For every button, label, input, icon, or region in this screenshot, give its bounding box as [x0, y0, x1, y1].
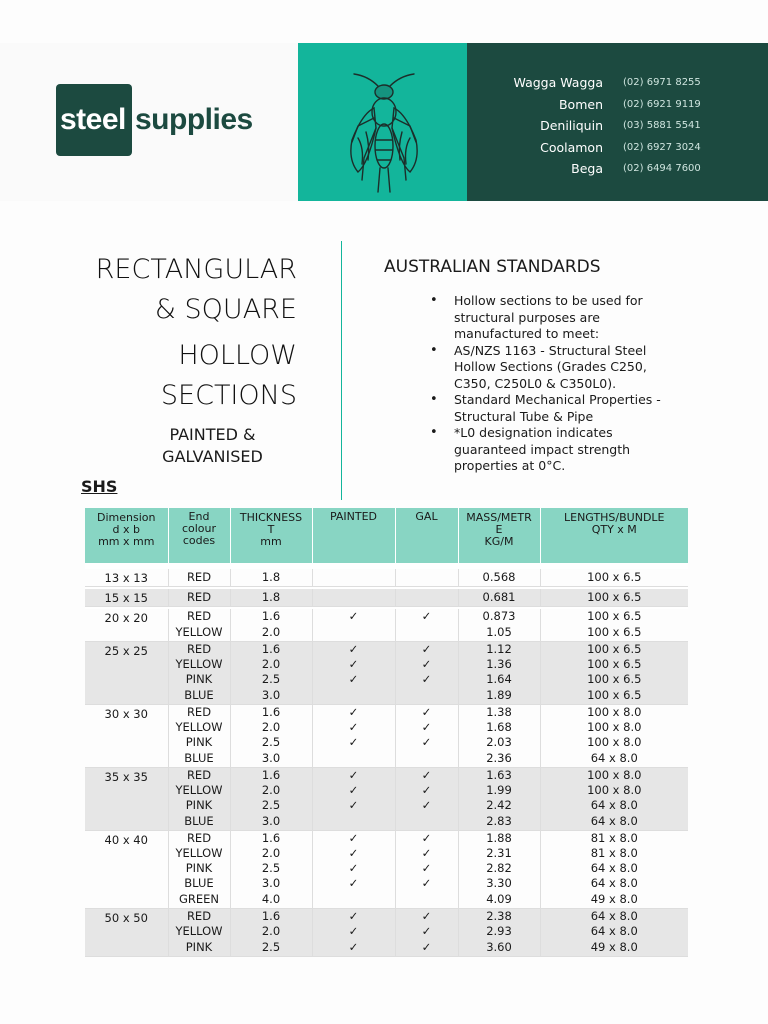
painted-value: ✓	[348, 705, 359, 719]
mass-per-metre-value: 2.38	[486, 909, 512, 923]
painted-value: ✓	[348, 768, 359, 782]
cell-mass-per-metre	[458, 705, 540, 768]
gal-value: ✓	[421, 642, 432, 656]
gal-value	[396, 589, 458, 606]
thickness-value: 1.6	[261, 909, 281, 923]
header-text: E	[495, 523, 503, 536]
cell-thickness	[230, 768, 312, 831]
lengths-bundle-value: 100 x 8.0	[587, 705, 642, 719]
gal-value: ✓	[421, 735, 432, 749]
standards-item: • Hollow sections to be used for structural purposes are manufactured to meet:	[430, 293, 680, 343]
standards-item: • *L0 designation indicates guaranteed impact strength properties at 0°C.	[430, 425, 680, 475]
painted-value	[313, 687, 395, 704]
thickness-value: 2.5	[261, 735, 281, 749]
title-line: RECTANGULAR	[95, 254, 297, 285]
painted-value: ✓	[348, 831, 359, 845]
cell-end-colour	[168, 609, 230, 642]
header-text: THICKNESS	[239, 511, 303, 524]
painted-value: ✓	[348, 924, 359, 938]
branch-name: Bega	[571, 161, 603, 177]
gal-value: ✓	[421, 924, 432, 938]
end-colour-value: PINK	[185, 735, 213, 749]
table-row	[85, 642, 688, 705]
end-colour-value: RED	[186, 909, 212, 923]
header-text: mm	[260, 535, 282, 548]
cell-dimension	[85, 589, 168, 607]
lengths-bundle-value: 64 x 8.0	[590, 876, 638, 890]
cell-lengths-bundle	[540, 642, 688, 705]
cell-lengths-bundle	[540, 609, 688, 642]
cell-lengths-bundle	[540, 705, 688, 768]
lengths-bundle-value: 64 x 8.0	[590, 814, 638, 828]
cell-painted	[312, 831, 395, 909]
dimension-text: 50 x 50	[104, 911, 148, 925]
painted-value: ✓	[348, 657, 359, 671]
cell-dimension	[85, 831, 168, 909]
gal-value	[396, 813, 458, 830]
painted-value: ✓	[348, 720, 359, 734]
end-colour-value: BLUE	[184, 688, 214, 702]
lengths-bundle-value: 100 x 6.5	[587, 590, 642, 604]
header-text: d x b	[112, 523, 140, 536]
gal-value: ✓	[421, 909, 432, 923]
table-row	[85, 768, 688, 831]
cell-end-colour	[168, 705, 230, 768]
painted-value: ✓	[348, 672, 359, 686]
title-line: & SQUARE	[154, 294, 297, 325]
branch-row	[467, 137, 701, 159]
cell-thickness	[230, 609, 312, 642]
end-colour-value: RED	[186, 768, 212, 782]
lengths-bundle-value: 64 x 8.0	[590, 798, 638, 812]
lengths-bundle-value: 100 x 8.0	[587, 720, 642, 734]
cell-gal	[395, 569, 458, 587]
mass-per-metre-value: 1.64	[486, 672, 512, 686]
cell-dimension	[85, 642, 168, 705]
logo-text-steel: steel	[60, 103, 126, 136]
end-colour-value: PINK	[185, 861, 213, 875]
end-colour-value: YELLOW	[175, 625, 223, 639]
branch-phone: (02) 6927 3024	[623, 141, 701, 153]
lengths-bundle-value: 100 x 6.5	[587, 672, 642, 686]
lengths-bundle-value: 81 x 8.0	[590, 831, 638, 845]
mass-per-metre-value: 2.83	[486, 814, 512, 828]
header-thickness	[230, 508, 312, 563]
table-row	[85, 831, 688, 909]
header-text: Dimension	[97, 511, 156, 524]
gal-value: ✓	[421, 831, 432, 845]
cell-dimension	[85, 705, 168, 768]
title-line: HOLLOW	[178, 340, 297, 371]
end-colour-value: RED	[186, 609, 212, 623]
end-colour-value: YELLOW	[175, 924, 223, 938]
logo-text-supplies: supplies	[135, 103, 253, 136]
painted-value	[313, 624, 395, 641]
cell-thickness	[230, 642, 312, 705]
cell-painted	[312, 705, 395, 768]
cell-gal	[395, 831, 458, 909]
dimension-text: 13 x 13	[104, 571, 148, 585]
cell-lengths-bundle	[540, 589, 688, 607]
lengths-bundle-value: 100 x 6.5	[587, 642, 642, 656]
cell-thickness	[230, 589, 312, 607]
title-line: SECTIONS	[160, 380, 297, 411]
lengths-bundle-value: 49 x 8.0	[590, 940, 638, 954]
cell-end-colour	[168, 768, 230, 831]
table-row	[85, 589, 688, 607]
mass-per-metre-value: 1.68	[486, 720, 512, 734]
lengths-bundle-value: 64 x 8.0	[590, 924, 638, 938]
gal-value	[396, 624, 458, 641]
lengths-bundle-value: 100 x 8.0	[587, 735, 642, 749]
painted-value: ✓	[348, 609, 359, 623]
thickness-value: 1.6	[261, 768, 281, 782]
end-colour-value: RED	[186, 705, 212, 719]
dimension-text: 25 x 25	[104, 644, 148, 658]
branch-name: Bomen	[558, 96, 603, 112]
vertical-divider	[341, 241, 342, 500]
branch-phone: (02) 6494 7600	[623, 163, 701, 175]
mass-per-metre-value: 2.36	[486, 751, 512, 765]
lengths-bundle-value: 100 x 8.0	[587, 783, 642, 797]
thickness-value: 2.0	[261, 924, 281, 938]
painted-value: ✓	[348, 846, 359, 860]
thickness-value: 4.0	[261, 892, 281, 906]
painted-value: ✓	[348, 798, 359, 812]
cell-mass-per-metre	[458, 589, 540, 607]
painted-value	[313, 891, 395, 908]
header-lengths	[540, 508, 688, 563]
branch-row	[467, 94, 701, 116]
branch-list	[467, 72, 701, 180]
cell-painted	[312, 609, 395, 642]
thickness-value: 2.0	[261, 625, 281, 639]
branch-phone: (03) 5881 5541	[623, 120, 701, 132]
mass-per-metre-value: 3.30	[486, 876, 512, 890]
lengths-bundle-value: 100 x 6.5	[587, 657, 642, 671]
page-subtitle	[150, 424, 275, 468]
cell-dimension	[85, 909, 168, 957]
cell-mass-per-metre	[458, 909, 540, 957]
thickness-value: 2.5	[261, 861, 281, 875]
end-colour-value: RED	[186, 590, 212, 604]
cell-lengths-bundle	[540, 909, 688, 957]
lengths-bundle-value: 100 x 6.5	[587, 625, 642, 639]
header-text: mm x mm	[98, 535, 155, 548]
end-colour-value: BLUE	[184, 814, 214, 828]
cell-gal	[395, 768, 458, 831]
subtitle-line: GALVANISED	[162, 447, 263, 466]
gal-value: ✓	[421, 783, 432, 797]
branch-row	[467, 115, 701, 137]
header-text: codes	[182, 534, 216, 547]
thickness-value: 2.0	[261, 783, 281, 797]
thickness-value: 1.6	[261, 705, 281, 719]
cell-dimension	[85, 609, 168, 642]
header-painted	[312, 508, 395, 563]
thickness-value: 2.0	[261, 846, 281, 860]
standards-item: • AS/NZS 1163 - Structural Steel Hollow Sections (Grades C250, C350, C250L0 & C350L0).	[430, 343, 680, 393]
branch-name: Deniliquin	[540, 118, 603, 134]
mass-per-metre-value: 2.31	[486, 846, 512, 860]
end-colour-value: PINK	[185, 672, 213, 686]
cell-lengths-bundle	[540, 768, 688, 831]
thickness-value: 1.6	[261, 831, 281, 845]
thickness-value: 1.8	[261, 570, 281, 584]
cell-mass-per-metre	[458, 768, 540, 831]
thickness-value: 3.0	[261, 688, 281, 702]
table-row	[85, 569, 688, 587]
header-text: T	[267, 523, 275, 536]
table-row	[85, 909, 688, 957]
branch-phone: (02) 6971 8255	[623, 77, 701, 89]
cell-mass-per-metre	[458, 569, 540, 587]
painted-value: ✓	[348, 940, 359, 954]
thickness-value: 2.5	[261, 798, 281, 812]
mass-per-metre-value: 0.681	[482, 590, 516, 604]
end-colour-value: YELLOW	[175, 846, 223, 860]
lengths-bundle-value: 64 x 8.0	[590, 861, 638, 875]
gal-value: ✓	[421, 672, 432, 686]
thickness-value: 1.8	[261, 590, 281, 604]
gal-value: ✓	[421, 798, 432, 812]
painted-value: ✓	[348, 909, 359, 923]
section-label-shs: SHS	[81, 477, 118, 496]
header-text: KG/M	[484, 535, 514, 548]
mass-per-metre-value: 0.568	[482, 570, 516, 584]
gal-value: ✓	[421, 876, 432, 890]
header-text: PAINTED	[329, 510, 378, 523]
cell-gal	[395, 705, 458, 768]
cell-gal	[395, 642, 458, 705]
gal-value: ✓	[421, 720, 432, 734]
dimension-text: 40 x 40	[104, 833, 148, 847]
page-title	[60, 250, 297, 416]
table-header-row	[85, 508, 688, 563]
thickness-value: 2.0	[261, 720, 281, 734]
table-row	[85, 609, 688, 642]
mass-per-metre-value: 2.03	[486, 735, 512, 749]
gal-value: ✓	[421, 609, 432, 623]
cell-dimension	[85, 569, 168, 587]
end-colour-value: BLUE	[184, 876, 214, 890]
branch-phone: (02) 6921 9119	[623, 98, 701, 110]
cell-gal	[395, 909, 458, 957]
thickness-value: 3.0	[261, 751, 281, 765]
branch-row	[467, 72, 701, 94]
branch-name: Wagga Wagga	[513, 75, 603, 91]
painted-value	[313, 813, 395, 830]
mass-per-metre-value: 0.873	[482, 609, 516, 623]
mass-per-metre-value: 1.12	[486, 642, 512, 656]
cell-lengths-bundle	[540, 569, 688, 587]
cell-lengths-bundle	[540, 831, 688, 909]
lengths-bundle-value: 49 x 8.0	[590, 892, 638, 906]
thickness-value: 1.6	[261, 642, 281, 656]
table-body	[85, 569, 688, 957]
cell-mass-per-metre	[458, 609, 540, 642]
standards-item: • Standard Mechanical Properties - Structural Tube & Pipe	[430, 392, 680, 425]
mass-per-metre-value: 1.05	[486, 625, 512, 639]
dimension-text: 20 x 20	[104, 611, 148, 625]
mass-per-metre-value: 1.99	[486, 783, 512, 797]
cell-mass-per-metre	[458, 831, 540, 909]
mass-per-metre-value: 3.60	[486, 940, 512, 954]
end-colour-value: PINK	[185, 940, 213, 954]
cell-painted	[312, 909, 395, 957]
painted-value	[313, 569, 395, 586]
header-dimension	[85, 508, 168, 563]
logo-box	[56, 84, 132, 156]
mass-per-metre-value: 1.38	[486, 705, 512, 719]
lengths-bundle-value: 64 x 8.0	[590, 909, 638, 923]
cell-painted	[312, 642, 395, 705]
end-colour-value: YELLOW	[175, 720, 223, 734]
thickness-value: 2.5	[261, 940, 281, 954]
cell-painted	[312, 768, 395, 831]
cell-end-colour	[168, 569, 230, 587]
cell-painted	[312, 589, 395, 607]
gal-value: ✓	[421, 846, 432, 860]
subtitle-line: PAINTED &	[169, 425, 256, 444]
header-mass	[458, 508, 540, 563]
gal-value	[396, 891, 458, 908]
painted-value: ✓	[348, 861, 359, 875]
end-colour-value: RED	[186, 642, 212, 656]
end-colour-value: GREEN	[178, 892, 220, 906]
mass-per-metre-value: 1.63	[486, 768, 512, 782]
lengths-bundle-value: 100 x 6.5	[587, 570, 642, 584]
gal-value: ✓	[421, 940, 432, 954]
thickness-value: 2.0	[261, 657, 281, 671]
gal-value: ✓	[421, 657, 432, 671]
header-text: LENGTHS/BUNDLE	[564, 511, 665, 524]
gal-value	[396, 750, 458, 767]
end-colour-value: RED	[186, 831, 212, 845]
lengths-bundle-value: 100 x 6.5	[587, 688, 642, 702]
table-row	[85, 705, 688, 768]
standards-list	[430, 293, 680, 475]
end-colour-value: PINK	[185, 798, 213, 812]
cell-painted	[312, 569, 395, 587]
shs-table	[85, 508, 688, 957]
header-text: MASS/METR	[466, 511, 532, 524]
gal-value: ✓	[421, 768, 432, 782]
mass-per-metre-value: 4.09	[486, 892, 512, 906]
header-end-colour	[168, 508, 230, 563]
branch-name: Coolamon	[540, 139, 603, 155]
cell-gal	[395, 609, 458, 642]
branch-row	[467, 158, 701, 180]
cell-end-colour	[168, 831, 230, 909]
cell-end-colour	[168, 589, 230, 607]
end-colour-value: YELLOW	[175, 657, 223, 671]
cell-thickness	[230, 705, 312, 768]
end-colour-value: RED	[186, 570, 212, 584]
mass-per-metre-value: 1.36	[486, 657, 512, 671]
gal-value: ✓	[421, 705, 432, 719]
cell-dimension	[85, 768, 168, 831]
header-gal	[395, 508, 458, 563]
mass-per-metre-value: 2.82	[486, 861, 512, 875]
cell-gal	[395, 589, 458, 607]
end-colour-value: BLUE	[184, 751, 214, 765]
painted-value	[313, 750, 395, 767]
lengths-bundle-value: 81 x 8.0	[590, 846, 638, 860]
gal-value	[396, 687, 458, 704]
painted-value: ✓	[348, 642, 359, 656]
end-colour-value: YELLOW	[175, 783, 223, 797]
dimension-text: 15 x 15	[104, 591, 148, 605]
dimension-text: 30 x 30	[104, 707, 148, 721]
lengths-bundle-value: 100 x 8.0	[587, 768, 642, 782]
header-text: QTY x M	[591, 523, 637, 536]
painted-value: ✓	[348, 735, 359, 749]
thickness-value: 3.0	[261, 814, 281, 828]
header-text: GAL	[415, 510, 438, 523]
steel-supplies-logo	[56, 84, 253, 156]
mass-per-metre-value: 1.88	[486, 831, 512, 845]
cell-mass-per-metre	[458, 642, 540, 705]
header-text: colour	[181, 522, 217, 535]
thickness-value: 2.5	[261, 672, 281, 686]
painted-value: ✓	[348, 783, 359, 797]
painted-value: ✓	[348, 876, 359, 890]
gal-value: ✓	[421, 861, 432, 875]
standards-heading: AUSTRALIAN STANDARDS	[384, 257, 601, 277]
cell-thickness	[230, 909, 312, 957]
cell-thickness	[230, 831, 312, 909]
fly-icon	[344, 68, 424, 200]
cell-end-colour	[168, 909, 230, 957]
cell-thickness	[230, 569, 312, 587]
thickness-value: 3.0	[261, 876, 281, 890]
lengths-bundle-value: 64 x 8.0	[590, 751, 638, 765]
painted-value	[313, 589, 395, 606]
mass-per-metre-value: 1.89	[486, 688, 512, 702]
dimension-text: 35 x 35	[104, 770, 148, 784]
gal-value	[396, 569, 458, 586]
cell-end-colour	[168, 642, 230, 705]
thickness-value: 1.6	[261, 609, 281, 623]
mass-per-metre-value: 2.42	[486, 798, 512, 812]
mass-per-metre-value: 2.93	[486, 924, 512, 938]
header-text: End	[188, 510, 210, 523]
lengths-bundle-value: 100 x 6.5	[587, 609, 642, 623]
